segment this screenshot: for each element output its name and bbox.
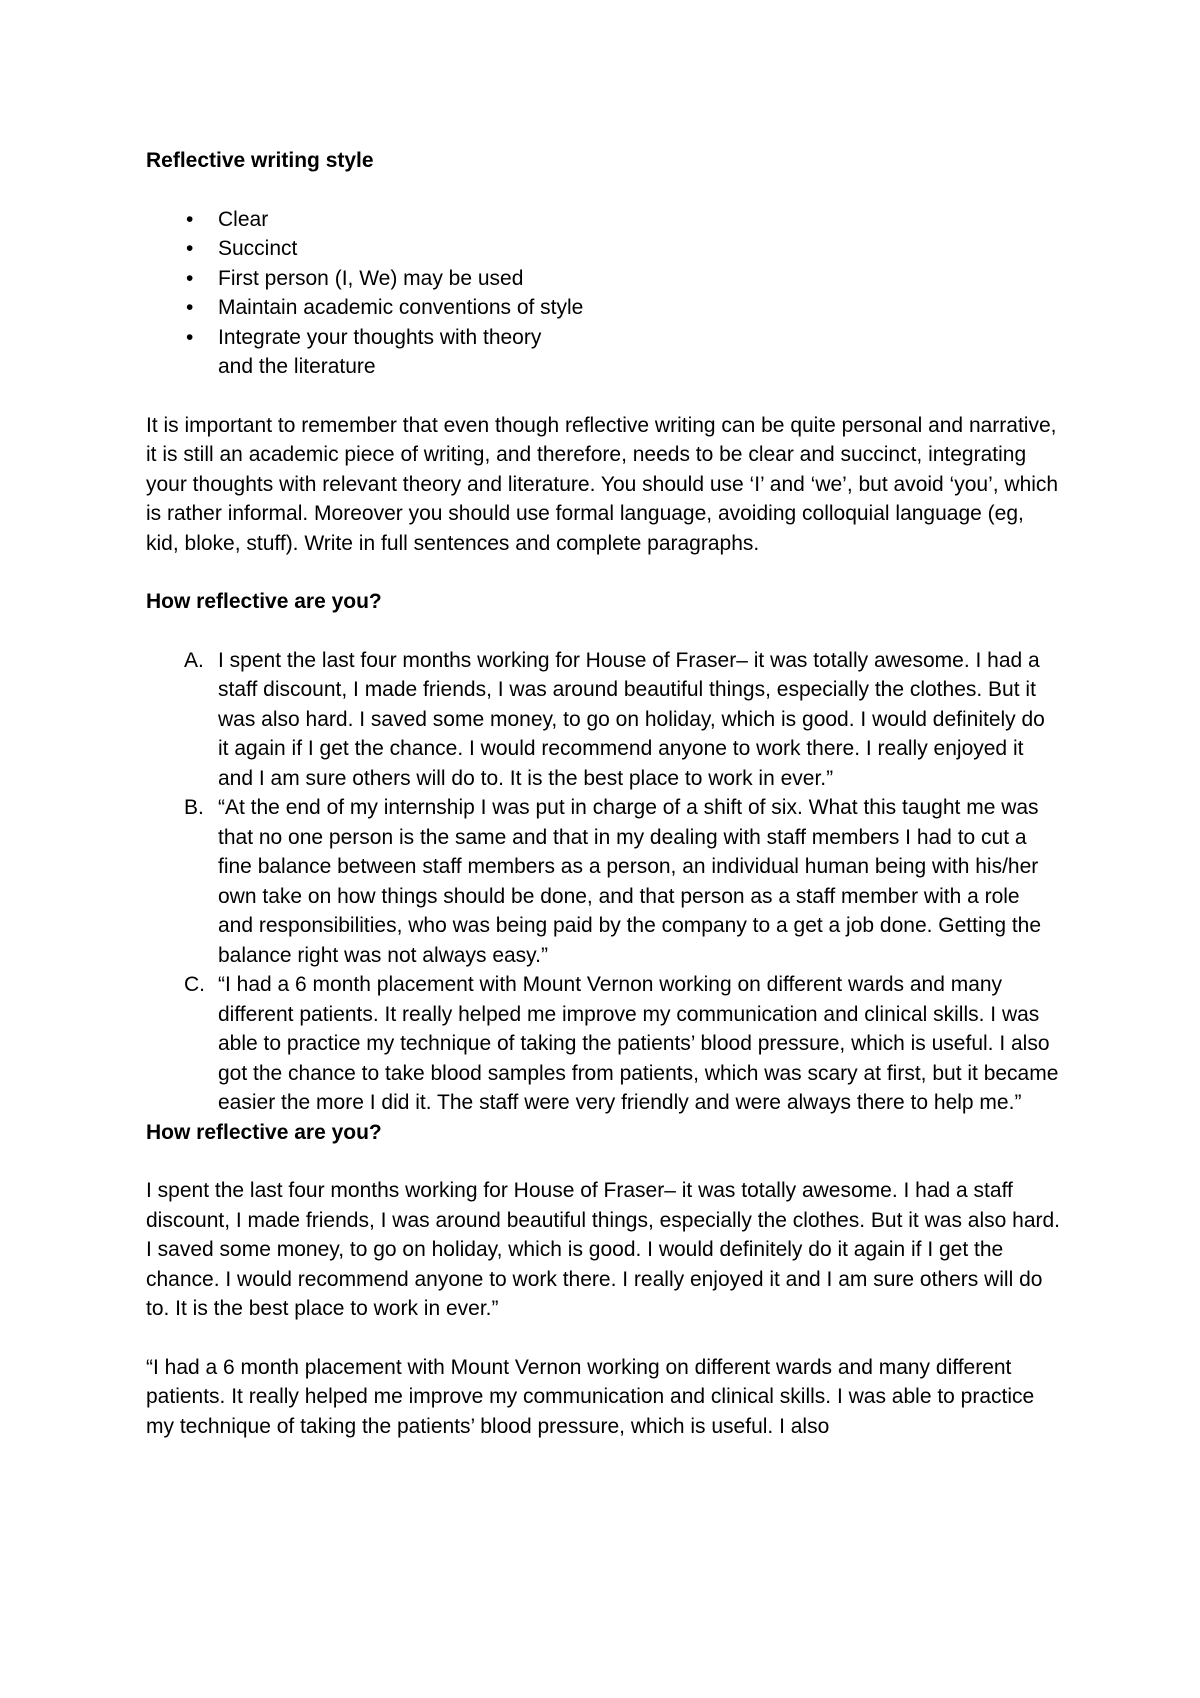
bullet-text: Integrate your thoughts with theory and the literature [218, 325, 542, 378]
intro-paragraph: It is important to remember that even though reflective writing can be quite personal and narrative, it is still an academic piece of writing, and therefore, needs to be clear and succinct, integrating your thoughts with relevant theory and literature. You should use ‘I’ and ‘we’, but avoid ‘you’, which is rather informal. Moreover you should use formal language, avoiding colloquial language (eg, kid, bloke, stuff). Write in full sentences and complete paragraphs. [146, 413, 1059, 555]
example-marker: C. [184, 973, 205, 996]
bullet-icon: • [186, 266, 194, 290]
bullet-icon: • [186, 207, 194, 231]
bullet-item [146, 323, 1060, 382]
bullet-text: Succinct [218, 237, 298, 260]
bullet-item [146, 205, 1060, 235]
example-marker: B. [184, 796, 204, 819]
heading-how-reflective-2: How reflective are you? [146, 1120, 382, 1144]
example-item-c [146, 970, 1060, 1118]
bullet-text: Clear [218, 207, 269, 231]
example-marker: A. [184, 648, 204, 672]
heading-how-reflective-1: How reflective are you? [146, 590, 382, 613]
example-text: “At the end of my internship I was put in charge of a shift of six. What this taught me was that no one person is the same and that in my dealing with staff members I had to cut a fine balance between staff members as a person, an individual human being with his/her own take on how things should be done, and that person as a staff member with a role and responsibilities, who was being paid by the company to a get a job done. Getting the balance right was not always easy.” [218, 796, 1042, 967]
example-item-a [146, 646, 1060, 794]
bullet-text: Maintain academic conventions of style [218, 296, 584, 319]
bullet-text: First person (I, We) may be used [218, 266, 524, 290]
example-text: “I had a 6 month placement with Mount Vernon working on different wards and many different patients. It really helped me improve my communication and clinical skills. I was able to practice my technique of taking the patients’ blood pressure, which is useful. I also got the chance to take blood samples from patients, which was scary at first, but it became easier the more I did it. The staff were very friendly and were always there to help me.” [218, 973, 1059, 1114]
paragraph-house-of-fraser: I spent the last four months working for House of Fraser– it was totally awesome. I had a staff discount, I made friends, I was around beautiful things, especially the clothes. But it was also hard. I saved some money, to go on holiday, which is good. I would definitely do it again if I get the chance. I would recommend anyone to work there. I really enjoyed it and I am sure others will do to. It is the best place to work in ever.” [146, 1179, 1061, 1320]
bullet-item [146, 264, 1060, 294]
paragraph-mount-vernon: “I had a 6 month placement with Mount Vernon working on different wards and many different patients. It really helped me improve my communication and clinical skills. I was able to practice my technique of taking the patients’ blood pressure, which is useful. I also [146, 1355, 1035, 1438]
example-list [146, 646, 1060, 1118]
example-item-b [146, 793, 1060, 970]
example-text: I spent the last four months working for House of Fraser– it was totally awesome. I had a staff discount, I made friends, I was around beautiful things, especially the clothes. But it was also hard. I saved some money, to go on holiday, which is good. I would definitely do it again if I get the chance. I would recommend anyone to work there. I really enjoyed it and I am sure others will do to. It is the best place to work in ever.” [218, 648, 1045, 790]
bullet-item [146, 293, 1060, 323]
heading-reflective-writing-style: Reflective writing style [146, 149, 374, 172]
bullet-icon: • [186, 237, 194, 260]
bullet-item [146, 234, 1060, 264]
bullet-icon: • [186, 325, 194, 349]
bullet-icon: • [186, 296, 194, 319]
style-bullet-list [146, 205, 1060, 382]
